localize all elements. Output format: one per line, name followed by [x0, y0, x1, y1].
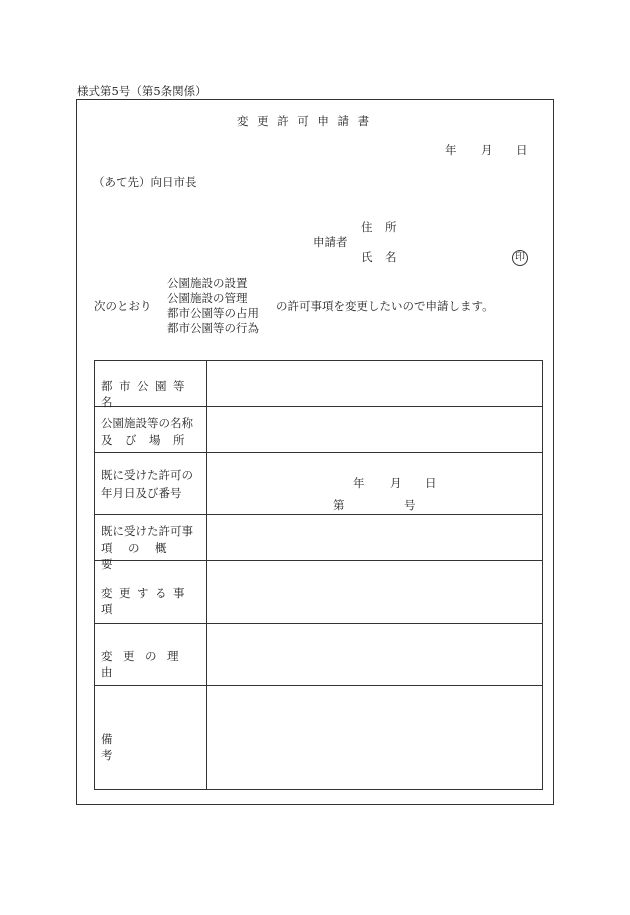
- label-remarks: 備考: [101, 732, 186, 762]
- form-number: 様式第5号（第5条関係）: [77, 84, 207, 98]
- date-year: 年: [445, 143, 457, 157]
- statement-prefix: 次のとおり: [94, 299, 152, 313]
- label-prior-summary-1: 既に受けた許可事: [101, 524, 193, 538]
- row-divider: [95, 452, 542, 453]
- purpose-option-manage: 公園施設の管理: [167, 291, 248, 305]
- prior-permit-number-prefix: 第: [333, 498, 345, 512]
- label-park-name: 都市公園等名: [101, 379, 191, 409]
- addressee: （あて先）向日市長: [93, 175, 197, 189]
- label-facility-name-2: 及び場所: [101, 433, 197, 447]
- purpose-option-occupy: 都市公園等の占用: [167, 306, 259, 320]
- date-month: 月: [481, 143, 493, 157]
- label-prior-summary-2: 項の概要: [101, 541, 182, 571]
- seal-mark: 印: [512, 250, 528, 266]
- statement-suffix: の許可事項を変更したいので申請します。: [276, 299, 494, 313]
- prior-permit-month: 月: [390, 476, 402, 490]
- label-change-reason: 変更の理由: [101, 649, 189, 679]
- purpose-option-act: 都市公園等の行為: [167, 321, 259, 335]
- purpose-option-install: 公園施設の設置: [167, 276, 248, 290]
- address-label-2: 所: [385, 220, 397, 234]
- table-column-divider: [206, 361, 207, 789]
- label-prior-permit-1: 既に受けた許可の: [101, 468, 193, 482]
- prior-permit-number-suffix: 号: [404, 498, 416, 512]
- application-table: [94, 360, 543, 790]
- address-label-1: 住: [361, 220, 373, 234]
- row-divider: [95, 623, 542, 624]
- row-divider: [95, 514, 542, 515]
- applicant-label: 申請者: [313, 235, 348, 249]
- name-label-2: 名: [385, 250, 397, 264]
- prior-permit-day: 日: [425, 476, 437, 490]
- row-divider: [95, 685, 542, 686]
- label-change-items: 変更する事項: [101, 586, 191, 616]
- date-day: 日: [516, 143, 528, 157]
- prior-permit-year: 年: [353, 476, 365, 490]
- label-facility-name-1: 公園施設等の名称: [101, 416, 193, 430]
- purpose-options: [167, 276, 259, 336]
- form-title: 変更許可申請書: [237, 114, 378, 128]
- name-label-1: 氏: [361, 250, 373, 264]
- label-prior-permit-2: 年月日及び番号: [101, 486, 182, 500]
